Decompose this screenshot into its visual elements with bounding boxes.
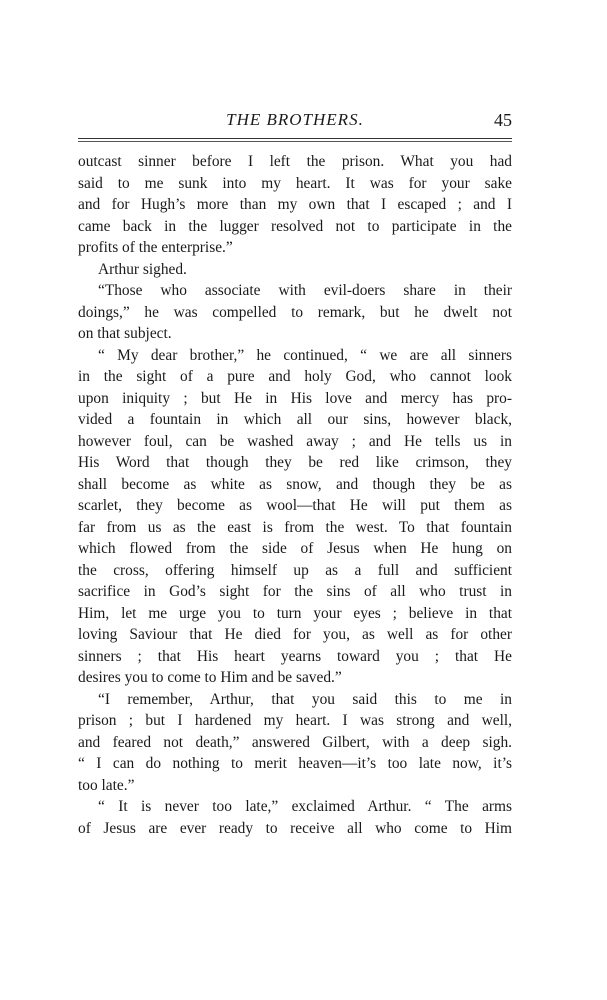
text-line: vided a fountain in which all our sins, however black,	[78, 411, 512, 428]
text-line: loving Saviour that He died for you, as well as for other	[78, 626, 512, 643]
header-rule	[78, 138, 512, 139]
page-number: 45	[494, 110, 512, 130]
header-rule-lower	[78, 141, 512, 142]
text-line: upon iniquity ; but He in His love and mercy has pro-	[78, 389, 512, 407]
text-line: sacrifice in God’s sight for the sins of all who trust in	[78, 583, 512, 600]
text-line: of Jesus are ever ready to receive all who come to Him	[78, 819, 512, 837]
text-line: said to me sunk into my heart. It was for your sake	[78, 174, 512, 192]
body-text	[78, 151, 512, 839]
text-line: prison ; but I hardened my heart. I was strong and well,	[78, 712, 512, 729]
text-line: shall become as white as snow, and though they be as	[78, 475, 512, 493]
text-line: Him, let me urge you to turn your eyes ; believe in that	[78, 604, 512, 622]
text-line: too late.”	[78, 776, 135, 794]
text-line: “ I can do nothing to merit heaven—it’s too late now, it’s	[78, 755, 512, 772]
text-line: Arthur sighed.	[98, 260, 187, 278]
text-line: scarlet, they become as wool—that He will put them as	[78, 497, 512, 514]
text-line: desires you to come to Him and be saved.”	[78, 669, 342, 686]
running-title: THE BROTHERS.	[226, 110, 364, 129]
text-line: far from us as the east is from the west. To that fountain	[78, 518, 512, 536]
text-line: outcast sinner before I left the prison. What you had	[78, 153, 512, 170]
text-line: “ My dear brother,” he continued, “ we are all sinners	[98, 346, 512, 364]
text-line: the cross, offering himself up as a full and sufficient	[78, 561, 512, 579]
text-line: and for Hugh’s more than my own that I escaped ; and I	[78, 196, 512, 213]
text-line: “ It is never too late,” exclaimed Arthur. “ The arms	[98, 798, 512, 815]
text-line: however foul, can be washed away ; and He tells us in	[78, 432, 512, 450]
text-line: “I remember, Arthur, that you said this to me in	[98, 690, 512, 708]
text-line: and feared not death,” answered Gilbert, with a deep sigh.	[78, 733, 512, 751]
text-line: “Those who associate with evil-doers share in their	[98, 282, 512, 299]
text-line: profits of the enterprise.”	[78, 239, 233, 256]
text-line: came back in the lugger resolved not to participate in the	[78, 217, 512, 235]
text-line: sinners ; that His heart yearns toward you ; that He	[78, 647, 512, 665]
text-line: in the sight of a pure and holy God, who cannot look	[78, 368, 512, 385]
page-header	[78, 106, 512, 136]
text-line: on that subject.	[78, 325, 172, 342]
text-line: doings,” he was compelled to remark, but he dwelt not	[78, 303, 512, 321]
text-line: which flowed from the side of Jesus when He hung on	[78, 540, 512, 557]
text-line: His Word that though they be red like crimson, they	[78, 454, 512, 471]
